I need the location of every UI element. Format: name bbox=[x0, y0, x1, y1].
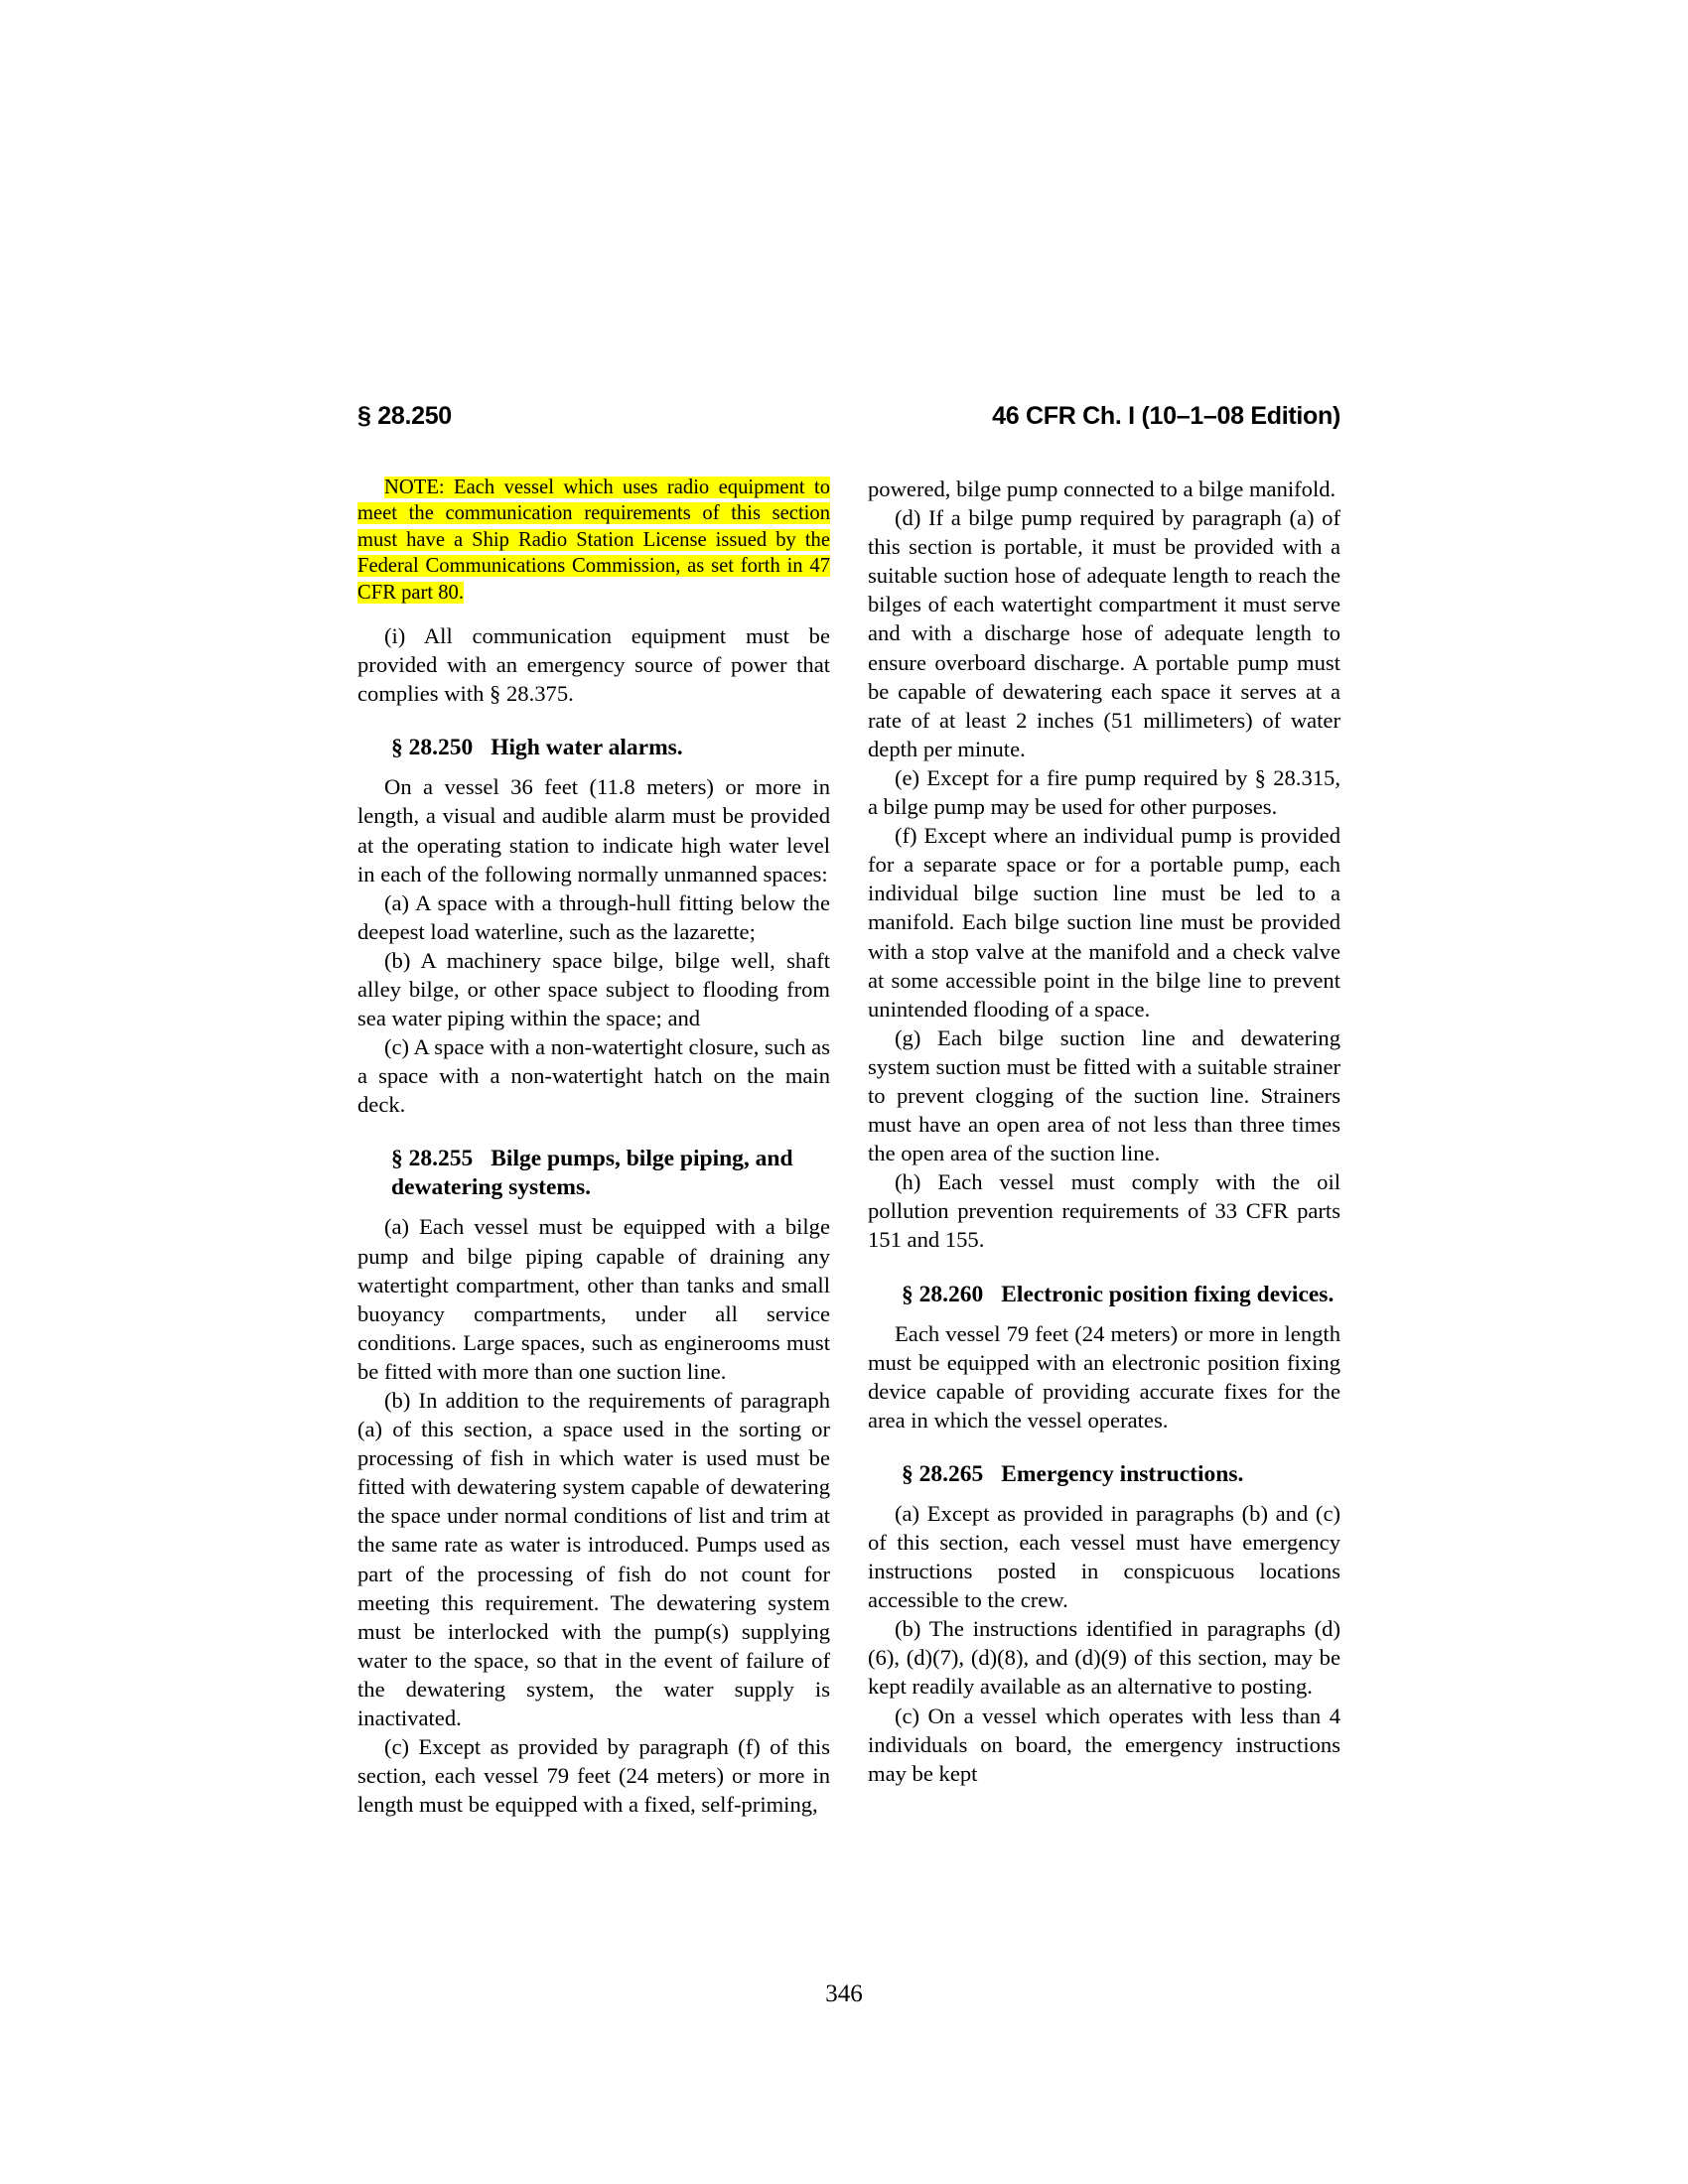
spacer bbox=[357, 606, 830, 621]
paragraph-28-255-f: (f) Except where an individual pump is provided for a separate space or for a portable pump, each individual bilge suction line must be led to a manifold. Each bilge suction line must be provided with a stop valve at the manifold and a check valve at some accessible point in the bilge line to prevent unintended flooding of a space. bbox=[868, 823, 1340, 1022]
heading-28-260 bbox=[868, 1281, 1340, 1309]
heading-28-250-title: High water alarms. bbox=[491, 735, 683, 761]
paragraph-i: (i) All communication equipment must be provided with an emergency source of power that complies with § 28.375. bbox=[357, 623, 830, 707]
note-text: Each vessel which uses radio equipment to meet the communication requirements of this section must have a Ship Radio Station License issued by the Federal Communications Commission, as set forth in 47 CFR part 80. bbox=[357, 477, 830, 604]
paragraph-28-255-c: (c) Except as provided by paragraph (f) of this section, each vessel 79 feet (24 meters) or more in length must be equipped with a fixed, self-priming, bbox=[357, 1734, 830, 1818]
paragraph-28-255-g: (g) Each bilge suction line and dewatering system suction must be fitted with a suitable strainer to prevent clogging of the suction line. Strainers must have an open area of not less than three times the open area of the suction line. bbox=[868, 1024, 1340, 1166]
paragraph-28-265-b: (b) The instructions identified in paragraphs (d)(6), (d)(7), (d)(8), and (d)(9) of this section, may be kept readily available as an alternative to posting. bbox=[868, 1616, 1340, 1700]
heading-28-260-title: Electronic position fixing devices. bbox=[1001, 1281, 1335, 1307]
heading-28-260-number: § 28.260 bbox=[902, 1281, 984, 1307]
page-number: 346 bbox=[825, 1980, 863, 2007]
paragraph-28-255-a: (a) Each vessel must be equipped with a bilge pump and bilge piping capable of draining any watertight compartment, other than tanks and small buoyancy compartments, under all service conditions. Large spaces, such as enginerooms must be fitted with more than one suction line. bbox=[357, 1214, 830, 1384]
paragraph-28-255-h: (h) Each vessel must comply with the oil pollution prevention requirements of 33 CFR parts 151 and 155. bbox=[868, 1169, 1340, 1253]
note-label: NOTE: bbox=[384, 477, 445, 498]
heading-28-255 bbox=[357, 1145, 830, 1202]
paragraph-28-255-b: (b) In addition to the requirements of paragraph (a) of this section, a space used in the sorting or processing of fish in which water is used must be fitted with dewatering system capable of dewatering the space under normal conditions of list and trim at the same rate as water is introduced. Pumps used as part of the processing of fish do not count for meeting this requirement. The dewatering system must be interlocked with the pump(s) supplying water to the space, so that in the event of failure of the dewatering system, the water supply is inactivated. bbox=[357, 1388, 830, 1731]
running-head bbox=[357, 402, 1340, 431]
paragraph-28-260: Each vessel 79 feet (24 meters) or more in length must be equipped with an electronic position fixing device capable of providing accurate fixes for the area in which the vessel operates. bbox=[868, 1320, 1340, 1433]
paragraph-28-250-b: (b) A machinery space bilge, bilge well, shaft alley bilge, or other space subject to flooding from sea water piping within the space; and bbox=[357, 947, 830, 1031]
heading-28-255-title: Bilge pumps, bilge piping, and dewatering systems. bbox=[391, 1146, 793, 1201]
paragraph-28-250-intro: On a vessel 36 feet (11.8 meters) or more in length, a visual and audible alarm must be provided at the operating station to indicate high water level in each of the following normally unmanned spaces: bbox=[357, 774, 830, 887]
heading-28-265-title: Emergency instructions. bbox=[1001, 1460, 1244, 1487]
heading-28-255-number: § 28.255 bbox=[391, 1146, 474, 1172]
note-block bbox=[357, 475, 830, 606]
left-column bbox=[357, 475, 830, 1964]
paragraph-28-265-a: (a) Except as provided in paragraphs (b) and (c) of this section, each vessel must have emergency instructions posted in conspicuous locations accessible to the crew. bbox=[868, 1500, 1340, 1613]
running-head-section: § 28.250 bbox=[357, 402, 452, 430]
heading-28-250-number: § 28.250 bbox=[391, 735, 474, 761]
paragraph-28-255-d: (d) If a bilge pump required by paragraph (a) of this section is portable, it must be provided with a suitable suction hose of adequate length to reach the bilges of each watertight compartment it must serve and with a discharge hose of adequate length to ensure overboard discharge. A portable pump must be capable of dewatering each space it serves at a rate of at least 2 inches (51 millimeters) of water depth per minute. bbox=[868, 505, 1340, 761]
heading-28-265-number: § 28.265 bbox=[902, 1460, 984, 1487]
paragraph-28-255-c-continued: powered, bilge pump connected to a bilge manifold. bbox=[868, 477, 1336, 501]
paragraph-28-250-c: (c) A space with a non-watertight closure, such as a space with a non-watertight hatch on the main deck. bbox=[357, 1034, 830, 1118]
heading-28-265 bbox=[868, 1460, 1340, 1489]
paragraph-28-265-c: (c) On a vessel which operates with less than 4 individuals on board, the emergency instructions may be kept bbox=[868, 1703, 1340, 1786]
right-column bbox=[868, 475, 1340, 1964]
body-columns bbox=[357, 475, 1340, 1964]
paragraph-28-255-e: (e) Except for a fire pump required by § 28.315, a bilge pump may be used for other purposes. bbox=[868, 764, 1340, 820]
heading-28-250 bbox=[357, 734, 830, 762]
paragraph-28-250-a: (a) A space with a through-hull fitting below the deepest load waterline, such as the lazarette; bbox=[357, 889, 830, 944]
running-head-edition: 46 CFR Ch. I (10–1–08 Edition) bbox=[992, 402, 1340, 430]
